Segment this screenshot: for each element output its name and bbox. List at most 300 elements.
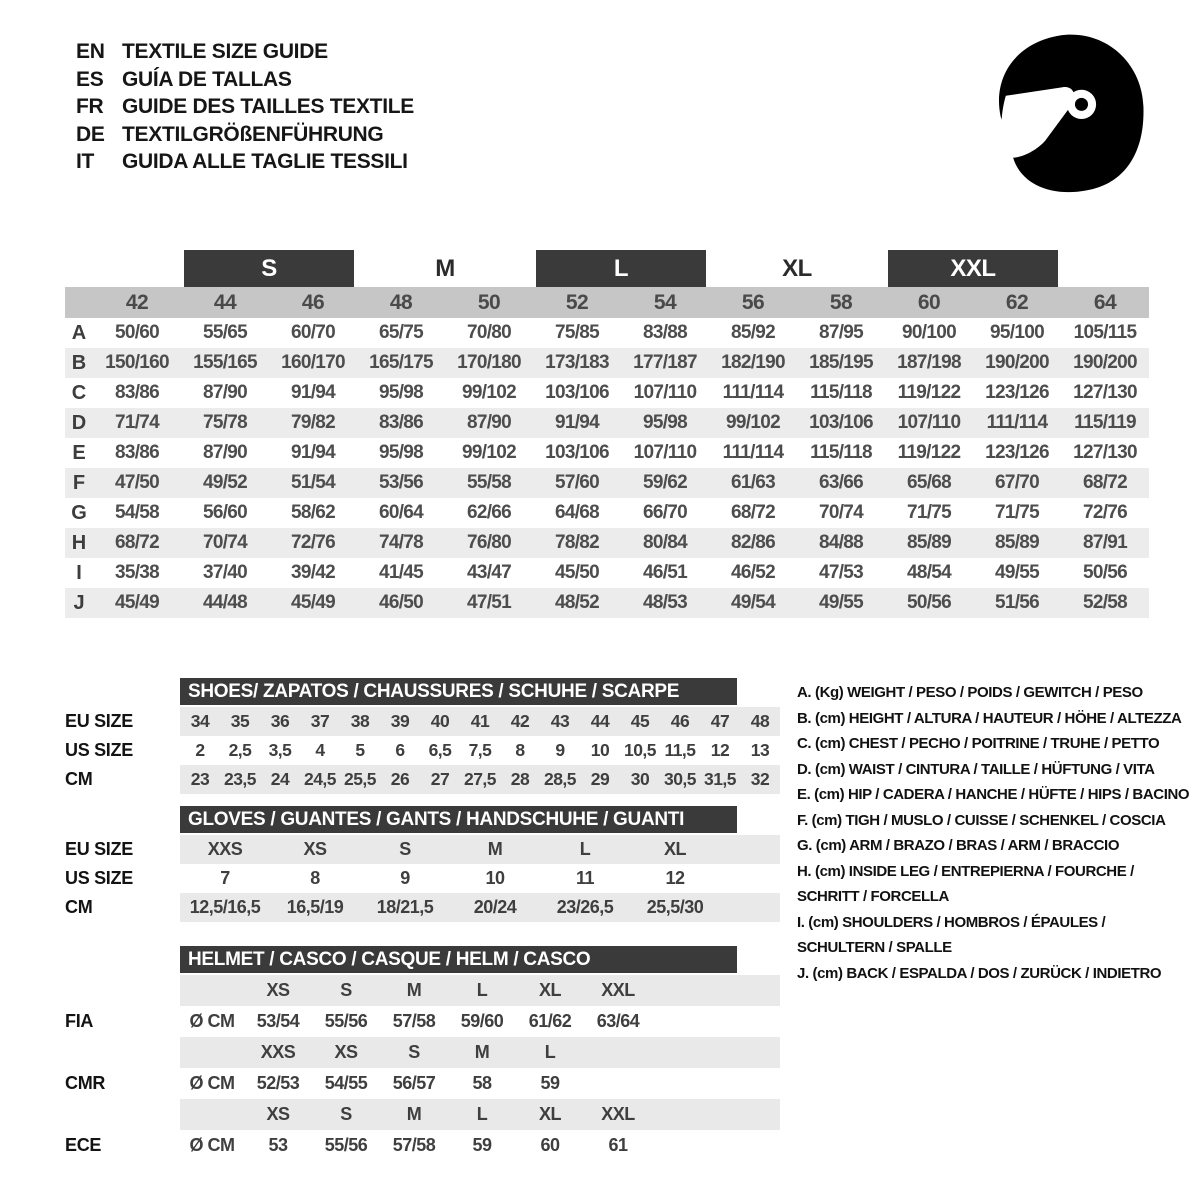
value-cell: 26	[390, 769, 410, 789]
legend-item	[797, 833, 1182, 859]
language-code: EN	[76, 40, 105, 63]
value-cell: 5	[355, 740, 365, 760]
size-cell: 66/70	[642, 502, 688, 523]
size-cell: 64/68	[554, 502, 600, 523]
size-cell: 99/102	[726, 412, 780, 433]
textile-size-table	[65, 250, 1149, 618]
helmet-values	[180, 1068, 780, 1099]
size-cell: 47/50	[114, 472, 160, 493]
row-values	[180, 765, 780, 794]
helmet-size-cell: XL	[538, 980, 561, 1000]
value-cell: 12,5/16,5	[189, 897, 261, 917]
value-cell: 7,5	[468, 740, 492, 760]
size-cell: 103/106	[545, 442, 609, 463]
size-cell: 60/70	[290, 322, 336, 343]
helmet-values-row	[65, 1130, 781, 1161]
size-cell: 170/180	[457, 352, 521, 373]
size-cell: 70/74	[818, 502, 864, 523]
value-cell: 8	[515, 740, 525, 760]
row-label	[65, 1037, 180, 1068]
size-cell: 58/62	[290, 502, 336, 523]
value-cell: 44	[590, 711, 610, 731]
legend-line: SCHULTERN / SPALLE	[797, 939, 952, 956]
size-cell: 119/122	[897, 442, 961, 463]
size-cell: 75/78	[202, 412, 248, 433]
size-row-c	[65, 378, 1149, 408]
size-cell: 190/200	[985, 352, 1049, 373]
legend-line: E. (cm) HIP / CADERA / HANCHE / HÜFTE / HIPS / BACINO	[797, 786, 1190, 803]
size-cell: 115/119	[1074, 412, 1136, 433]
legend-item	[797, 782, 1190, 808]
size-cell: 107/110	[633, 442, 697, 463]
row-label: US SIZE	[65, 868, 133, 888]
size-cell: 68/72	[730, 502, 776, 523]
size-cell: 46/51	[642, 562, 688, 583]
size-cell: 87/90	[202, 442, 248, 463]
size-row-f	[65, 468, 1149, 498]
row-letter: G	[71, 502, 87, 524]
value-cell: 10	[485, 868, 505, 888]
legend-line: B. (cm) HEIGHT / ALTURA / HAUTEUR / HÖHE / ALTEZZA	[797, 709, 1182, 727]
size-group-xl: XL	[782, 255, 812, 282]
size-cell: 52/58	[1082, 592, 1128, 613]
helmet-value-cell: 58	[472, 1073, 492, 1093]
language-code: ES	[76, 67, 104, 91]
helmet-table	[65, 946, 781, 1161]
row-label	[65, 975, 180, 1006]
row-values	[180, 893, 780, 922]
helmet-size-cell: XXS	[260, 1042, 296, 1062]
row-label: EU SIZE	[65, 711, 133, 731]
size-cell: 111/114	[986, 412, 1048, 433]
row-values	[180, 707, 780, 736]
helmet-value-cell: 59/60	[460, 1011, 504, 1031]
value-cell: 24	[270, 769, 290, 789]
size-cell: 165/175	[369, 352, 433, 373]
shoes-table-title: SHOES/ ZAPATOS / CHAUSSURES / SCHUHE / SCARPE	[180, 678, 737, 705]
helmet-values	[180, 1006, 780, 1037]
language-code: IT	[76, 150, 95, 173]
size-cell: 61/63	[730, 472, 776, 493]
size-cell: 80/84	[642, 532, 688, 553]
helmet-size-cell: XS	[266, 1104, 290, 1124]
standard-label: ECE	[65, 1135, 102, 1155]
column-header: 60	[917, 291, 941, 314]
size-cell: 54/58	[114, 502, 160, 523]
unit-label: Ø CM	[189, 1073, 235, 1093]
size-cell: 44/48	[202, 592, 248, 613]
size-cell: 39/42	[290, 562, 336, 583]
size-cell: 50/56	[906, 592, 952, 613]
size-cell: 95/98	[642, 412, 688, 433]
value-cell: 32	[750, 769, 770, 789]
gloves-table	[65, 806, 781, 922]
size-cell: 63/66	[818, 472, 864, 493]
value-cell: 9	[555, 740, 565, 760]
column-header: 58	[829, 291, 853, 314]
legend-item	[797, 910, 1182, 961]
size-cell: 53/56	[378, 472, 424, 493]
size-table-rows	[65, 318, 1149, 618]
sub-table-row	[65, 736, 781, 765]
language-row	[76, 121, 414, 149]
unit-label: Ø CM	[189, 1135, 235, 1155]
language-title: GUÍA DE TALLAS	[122, 67, 292, 91]
helmet-value-cell: 55/56	[324, 1011, 368, 1031]
size-cell: 72/76	[1082, 502, 1128, 523]
size-cell: 185/195	[809, 352, 873, 373]
value-cell: 28,5	[543, 769, 577, 789]
size-row-j	[65, 588, 1149, 618]
size-cell: 51/54	[290, 472, 336, 493]
legend-line: H. (cm) INSIDE LEG / ENTREPIERNA / FOURCHE /	[797, 862, 1134, 880]
legend-line: G. (cm) ARM / BRAZO / BRAS / ARM / BRACCIO	[797, 837, 1120, 854]
size-cell: 72/76	[290, 532, 336, 553]
helmet-value-cell: 57/58	[392, 1011, 436, 1031]
helmet-size-cell: L	[476, 980, 488, 1000]
size-cell: 41/45	[378, 562, 424, 583]
language-title: GUIDA ALLE TAGLIE TESSILI	[122, 150, 408, 173]
helmet-size-cell: S	[408, 1042, 420, 1062]
size-row-i	[65, 558, 1149, 588]
column-header: 42	[125, 291, 149, 314]
value-cell: 47	[710, 711, 730, 731]
column-header: 64	[1093, 291, 1117, 314]
value-cell: 11,5	[664, 740, 696, 760]
row-values	[180, 736, 780, 765]
size-cell: 107/110	[633, 382, 697, 403]
row-label: CM	[65, 769, 93, 789]
column-64-spacer	[1061, 250, 1149, 287]
size-cell: 49/55	[994, 562, 1040, 583]
helmet-sizes	[180, 1037, 780, 1068]
size-cell: 103/106	[545, 382, 609, 403]
value-cell: 4	[315, 740, 325, 760]
row-label: EU SIZE	[65, 839, 133, 859]
row-letter: C	[71, 382, 87, 404]
size-cell: 65/68	[906, 472, 952, 493]
size-cell: 85/89	[906, 532, 952, 553]
size-cell: 48/53	[642, 592, 688, 613]
size-cell: 78/82	[554, 532, 600, 553]
value-cell: 27,5	[463, 769, 497, 789]
size-cell: 76/80	[466, 532, 512, 553]
helmet-value-cell: 56/57	[392, 1073, 436, 1093]
column-header: 50	[477, 291, 501, 314]
row-letter: H	[71, 532, 87, 554]
size-cell: 111/114	[722, 382, 784, 403]
helmet-value-cell: 57/58	[392, 1135, 436, 1155]
value-cell: 42	[510, 711, 530, 731]
size-row-b	[65, 348, 1149, 378]
helmet-value-cell: 60	[540, 1135, 560, 1155]
row-label-spacer	[65, 250, 93, 287]
value-cell: 37	[310, 711, 330, 731]
size-cell: 45/50	[554, 562, 600, 583]
size-group-xxl: XXL	[885, 250, 1061, 287]
sub-table-row	[65, 835, 781, 864]
language-code: DE	[76, 122, 105, 146]
size-cell: 84/88	[818, 532, 864, 553]
size-cell: 70/74	[202, 532, 248, 553]
sub-table-row	[65, 893, 781, 922]
value-cell: XS	[303, 839, 327, 859]
shoes-table-rows	[65, 707, 781, 794]
legend-item	[797, 757, 1182, 783]
sub-table-row	[65, 864, 781, 893]
legend-line: J. (cm) BACK / ESPALDA / DOS / ZURÜCK / INDIETRO	[797, 964, 1162, 982]
size-cell: 91/94	[290, 382, 336, 403]
size-cell: 71/75	[994, 502, 1040, 523]
column-header: 48	[389, 291, 413, 314]
row-label-spacer	[65, 287, 93, 318]
language-title: TEXTILE SIZE GUIDE	[122, 40, 328, 63]
size-cell: 123/126	[985, 382, 1049, 403]
size-cell: 59/62	[642, 472, 688, 493]
size-cell: 91/94	[290, 442, 336, 463]
helmet-values	[180, 1130, 780, 1161]
helmet-icon	[980, 26, 1152, 200]
helmet-size-cell: S	[340, 980, 352, 1000]
value-cell: 24,5	[303, 769, 337, 789]
helmet-value-cell: 59	[540, 1073, 560, 1093]
value-cell: 38	[350, 711, 370, 731]
helmet-size-cell: L	[476, 1104, 488, 1124]
standard-label: CMR	[65, 1073, 106, 1093]
helmet-sizes	[180, 1099, 780, 1130]
value-cell: 6	[395, 740, 405, 760]
row-letter: I	[76, 562, 82, 584]
size-cell: 85/92	[730, 322, 776, 343]
language-row	[76, 66, 414, 94]
size-cell: 71/75	[906, 502, 952, 523]
value-cell: 27	[430, 769, 450, 789]
value-cell: XL	[663, 839, 686, 859]
size-cell: 182/190	[721, 352, 785, 373]
size-cell: 160/170	[281, 352, 345, 373]
legend-line: A. (Kg) WEIGHT / PESO / POIDS / GEWITCH / PESO	[797, 684, 1143, 701]
helmet-size-cell: S	[340, 1104, 352, 1124]
size-group-l: L	[533, 250, 709, 287]
size-cell: 48/52	[554, 592, 600, 613]
value-cell: 3,5	[268, 740, 292, 760]
language-code: FR	[76, 95, 104, 118]
value-cell: 23,5	[223, 769, 257, 789]
size-cell: 87/95	[818, 322, 864, 343]
size-cell: 46/52	[730, 562, 776, 583]
helmet-size-cell: XS	[334, 1042, 358, 1062]
language-title-list	[76, 38, 414, 176]
unit-spacer	[180, 975, 244, 1006]
value-cell: 23/26,5	[556, 897, 614, 917]
size-cell: 65/75	[378, 322, 424, 343]
gloves-table-title: GLOVES / GUANTES / GANTS / HANDSCHUHE / GUANTI	[180, 806, 737, 833]
value-cell: 20/24	[473, 897, 517, 917]
size-cell: 45/49	[114, 592, 160, 613]
unit-label: Ø CM	[189, 1011, 235, 1031]
helmet-size-cell: XS	[266, 980, 290, 1000]
size-cell: 56/60	[202, 502, 248, 523]
legend-line: I. (cm) SHOULDERS / HOMBROS / ÉPAULES /	[797, 913, 1106, 931]
row-label	[65, 1099, 180, 1130]
size-cell: 43/47	[466, 562, 512, 583]
size-cell: 187/198	[897, 352, 961, 373]
helmet-table-title: HELMET / CASCO / CASQUE / HELM / CASCO	[180, 946, 737, 973]
helmet-table-rows	[65, 975, 781, 1161]
size-cell: 49/54	[730, 592, 776, 613]
value-cell: 30,5	[663, 769, 697, 789]
helmet-values-row	[65, 1068, 781, 1099]
size-cell: 111/114	[722, 442, 784, 463]
size-cell: 99/102	[462, 382, 516, 403]
size-cell: 70/80	[466, 322, 512, 343]
shoes-table	[65, 678, 781, 794]
measurement-legend	[797, 680, 1190, 986]
row-label: US SIZE	[65, 740, 133, 760]
language-row	[76, 148, 414, 176]
size-columns-band	[65, 287, 1149, 318]
value-cell: 45	[630, 711, 650, 731]
helmet-size-cell: XL	[538, 1104, 561, 1124]
legend-line: D. (cm) WAIST / CINTURA / TAILLE / HÜFTUNG / VITA	[797, 760, 1155, 778]
row-letter: F	[72, 472, 86, 494]
legend-item	[797, 961, 1182, 987]
helmet-size-cell: M	[406, 1104, 422, 1124]
size-cell: 123/126	[985, 442, 1049, 463]
value-cell: 8	[310, 868, 320, 888]
value-cell: 9	[400, 868, 410, 888]
value-cell: 25,5/30	[646, 897, 704, 917]
value-cell: 7	[220, 868, 230, 888]
helmet-size-cell: XXL	[601, 1104, 635, 1124]
row-values	[180, 864, 780, 893]
value-cell: 25,5	[343, 769, 377, 789]
size-cell: 127/130	[1073, 382, 1137, 403]
language-row	[76, 38, 414, 66]
value-cell: 43	[550, 711, 570, 731]
legend-item	[797, 731, 1182, 757]
size-cell: 119/122	[897, 382, 961, 403]
helmet-value-cell: 55/56	[324, 1135, 368, 1155]
size-cell: 150/160	[105, 352, 169, 373]
helmet-value-cell: 61/62	[528, 1011, 572, 1031]
legend-item	[797, 706, 1182, 732]
standard-label: FIA	[65, 1011, 94, 1031]
size-cell: 103/106	[809, 412, 873, 433]
value-cell: 11	[575, 868, 595, 888]
size-cell: 87/90	[202, 382, 248, 403]
size-cell: 37/40	[202, 562, 248, 583]
value-cell: 2	[195, 740, 205, 760]
value-cell: 16,5/19	[286, 897, 344, 917]
value-cell: 10	[590, 740, 610, 760]
size-cell: 35/38	[114, 562, 160, 583]
size-cell: 60/64	[378, 502, 424, 523]
size-cell: 49/55	[818, 592, 864, 613]
helmet-value-cell: 63/64	[596, 1011, 640, 1031]
size-cell: 95/100	[990, 322, 1044, 343]
value-cell: M	[487, 839, 503, 859]
value-cell: L	[579, 839, 591, 859]
value-cell: 48	[750, 711, 770, 731]
size-cell: 50/56	[1082, 562, 1128, 583]
helmet-value-cell: 59	[472, 1135, 492, 1155]
size-cell: 46/50	[378, 592, 424, 613]
language-row	[76, 93, 414, 121]
value-cell: 39	[390, 711, 410, 731]
value-cell: 12	[665, 868, 685, 888]
sub-table-row	[65, 707, 781, 736]
helmet-value-cell: 52/53	[256, 1073, 300, 1093]
size-cell: 45/49	[290, 592, 336, 613]
unit-spacer	[180, 1099, 244, 1130]
language-title: TEXTILGRÖßENFÜHRUNG	[122, 122, 384, 146]
helmet-sizes-row	[65, 975, 781, 1006]
helmet-size-cell: M	[474, 1042, 490, 1062]
size-cell: 68/72	[114, 532, 160, 553]
legend-item	[797, 808, 1182, 834]
helmet-values-row	[65, 1006, 781, 1037]
helmet-size-cell: XXL	[601, 980, 635, 1000]
helmet-value-cell: 54/55	[324, 1073, 368, 1093]
size-cell: 115/118	[810, 382, 872, 403]
language-title: GUIDE DES TAILLES TEXTILE	[122, 95, 414, 118]
size-cell: 95/98	[378, 442, 424, 463]
size-row-h	[65, 528, 1149, 558]
size-row-a	[65, 318, 1149, 348]
size-row-e	[65, 438, 1149, 468]
row-letter: A	[71, 322, 87, 344]
helmet-sizes	[180, 975, 780, 1006]
column-header: 56	[741, 291, 765, 314]
size-cell: 87/91	[1082, 532, 1128, 553]
size-cell: 177/187	[633, 352, 697, 373]
value-cell: 2,5	[228, 740, 252, 760]
size-cell: 48/54	[906, 562, 952, 583]
size-group-m: M	[435, 255, 455, 282]
accessory-tables	[65, 678, 781, 1161]
size-cell: 85/89	[994, 532, 1040, 553]
value-cell: 23	[190, 769, 210, 789]
size-row-g	[65, 498, 1149, 528]
value-cell: 40	[430, 711, 450, 731]
legend-line: C. (cm) CHEST / PECHO / POITRINE / TRUHE / PETTO	[797, 735, 1160, 752]
column-42-spacer	[93, 250, 181, 287]
value-cell: 12	[710, 740, 730, 760]
size-cell: 67/70	[994, 472, 1040, 493]
size-cell: 155/165	[193, 352, 257, 373]
value-cell: 28	[510, 769, 530, 789]
legend-line: SCHRITT / FORCELLA	[797, 888, 949, 905]
helmet-sizes-row	[65, 1099, 781, 1130]
value-cell: 13	[750, 740, 770, 760]
value-cell: 29	[590, 769, 610, 789]
row-letter: B	[71, 352, 87, 374]
helmet-sizes-row	[65, 1037, 781, 1068]
helmet-size-cell	[584, 1037, 652, 1068]
size-cell: 99/102	[462, 442, 516, 463]
value-cell: 46	[670, 711, 690, 731]
size-cell: 47/51	[466, 592, 512, 613]
column-header: 44	[213, 291, 237, 314]
legend-item	[797, 859, 1182, 910]
row-label: CM	[65, 897, 93, 917]
size-cell: 71/74	[114, 412, 160, 433]
value-cell: 18/21,5	[376, 897, 434, 917]
value-cell: S	[399, 839, 411, 859]
size-cell: 55/58	[466, 472, 512, 493]
size-cell: 51/56	[994, 592, 1040, 613]
